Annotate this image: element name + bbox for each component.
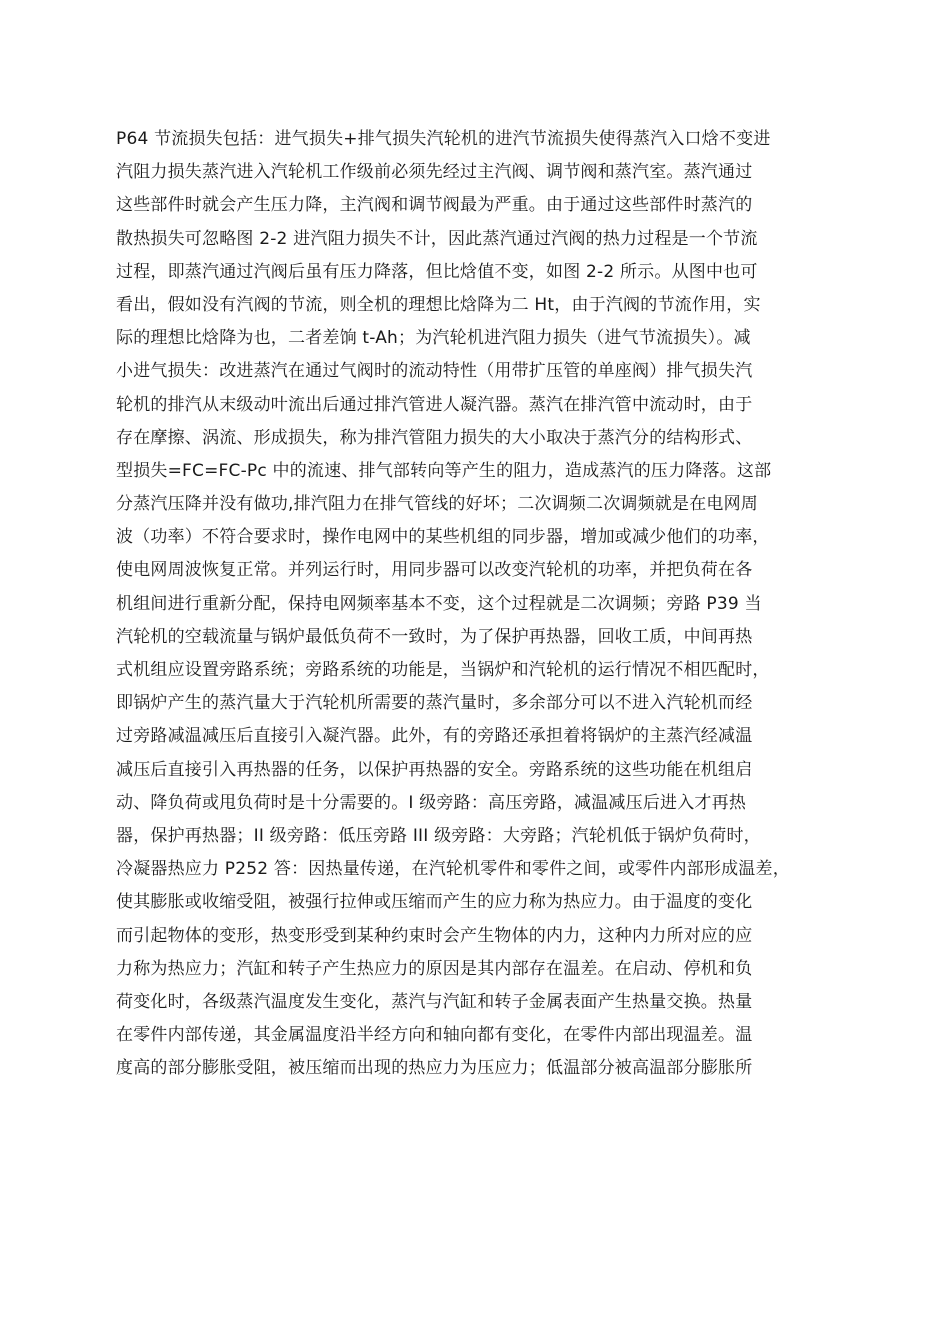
text-line: 波（功率）不符合要求时，操作电网中的某些机组的同步器，增加或减少他们的功率， <box>116 527 770 548</box>
text-line: 轮机的排汽从末级动叶流出后通过排汽管进人凝汽器。蒸汽在排汽管中流动时，由于 <box>116 394 753 415</box>
text-line: 看出，假如没有汽阀的节流，则全机的理想比焓降为二 Ht，由于汽阀的节流作用，实 <box>116 294 761 315</box>
text-line: 动、降负荷或甩负荷时是十分需要的。I 级旁路：高压旁路，减温减压后进入才再热 <box>116 792 747 813</box>
text-line: 过程，即蒸汽通过汽阀后虽有压力降落，但比焓值不变，如图 2-2 所示。从图中也可 <box>116 261 758 282</box>
text-line: 分蒸汽压降并没有做功,排汽阻力在排气管线的好坏；二次调频二次调频就是在电网周 <box>116 494 759 515</box>
text-line: 减压后直接引入再热器的任务，以保护再热器的安全。旁路系统的这些功能在机组启 <box>116 759 753 780</box>
text-line: 散热损失可忽略图 2-2 进汽阻力损失不计，因此蒸汽通过汽阀的热力过程是一个节流 <box>116 228 758 249</box>
text-line: 存在摩擦、涡流、形成损失，称为排汽管阻力损失的大小取决于蒸汽分的结构形式、 <box>116 427 753 448</box>
text-line: 型损失=FC=FC-Pc 中的流速、排气部转向等产生的阻力，造成蒸汽的压力降落。这部 <box>116 460 772 481</box>
text-line: 使电网周波恢复正常。并列运行时，用同步器可以改变汽轮机的功率，并把负荷在各 <box>116 560 753 581</box>
text-line: 使其膨胀或收缩受阻，被强行拉伸或压缩而产生的应力称为热应力。由于温度的变化 <box>116 892 753 913</box>
text-line: P64 节流损失包括：进气损失+排气损失汽轮机的进汽节流损失使得蒸汽入口焓不变进 <box>116 129 771 149</box>
text-line: 过旁路减温减压后直接引入凝汽器。此外，有的旁路还承担着将锅炉的主蒸汽经减温 <box>116 726 753 747</box>
text-line: 小进气损失：改进蒸汽在通过气阀时的流动特性（用带扩压管的单座阀）排气损失汽 <box>116 361 753 382</box>
text-line: 机组间进行重新分配，保持电网频率基本不变，这个过程就是二次调频；旁路 P39 当 <box>116 593 762 614</box>
text-line: 汽阻力损失蒸汽进入汽轮机工作级前必须先经过主汽阀、调节阀和蒸汽室。蒸汽通过 <box>116 162 753 183</box>
text-line: 度高的部分膨胀受阻，被压缩而出现的热应力为压应力；低温部分被高温部分膨胀所 <box>116 1058 753 1079</box>
text-line: 冷凝器热应力 P252 答：因热量传递，在汽轮机零件和零件之间，或零件内部形成温差， <box>116 859 790 880</box>
text-line: 汽轮机的空载流量与锅炉最低负荷不一致时，为了保护再热器，回收工质，中间再热 <box>116 626 753 647</box>
text-line: 式机组应设置旁路系统；旁路系统的功能是，当锅炉和汽轮机的运行情况不相匹配时， <box>116 660 770 680</box>
text-line: 而引起物体的变形，热变形受到某种约束时会产生物体的内力，这种内力所对应的应 <box>116 925 753 946</box>
text-line: 即锅炉产生的蒸汽量大于汽轮机所需要的蒸汽量时，多余部分可以不进入汽轮机而经 <box>116 693 753 714</box>
text-line: 这些部件时就会产生压力降，主汽阀和调节阀最为严重。由于通过这些部件时蒸汽的 <box>116 195 753 216</box>
text-line: 在零件内部传递，其金属温度沿半经方向和轴向都有变化，在零件内部出现温差。温 <box>116 1025 753 1046</box>
text-line: 荷变化时，各级蒸汽温度发生变化，蒸汽与汽缸和转子金属表面产生热量交换。热量 <box>116 991 753 1012</box>
body-text <box>116 123 836 1085</box>
text-line: 力称为热应力；汽缸和转子产生热应力的原因是其内部存在温差。在启动、停机和负 <box>116 958 753 979</box>
text-line: 际的理想比焓降为也，二者差饷 t-Ah；为汽轮机进汽阻力损失（进气节流损失）。减 <box>116 328 751 349</box>
text-line: 器，保护再热器；II 级旁路：低压旁路 III 级旁路：大旁路；汽轮机低于锅炉负荷时， <box>116 825 761 846</box>
